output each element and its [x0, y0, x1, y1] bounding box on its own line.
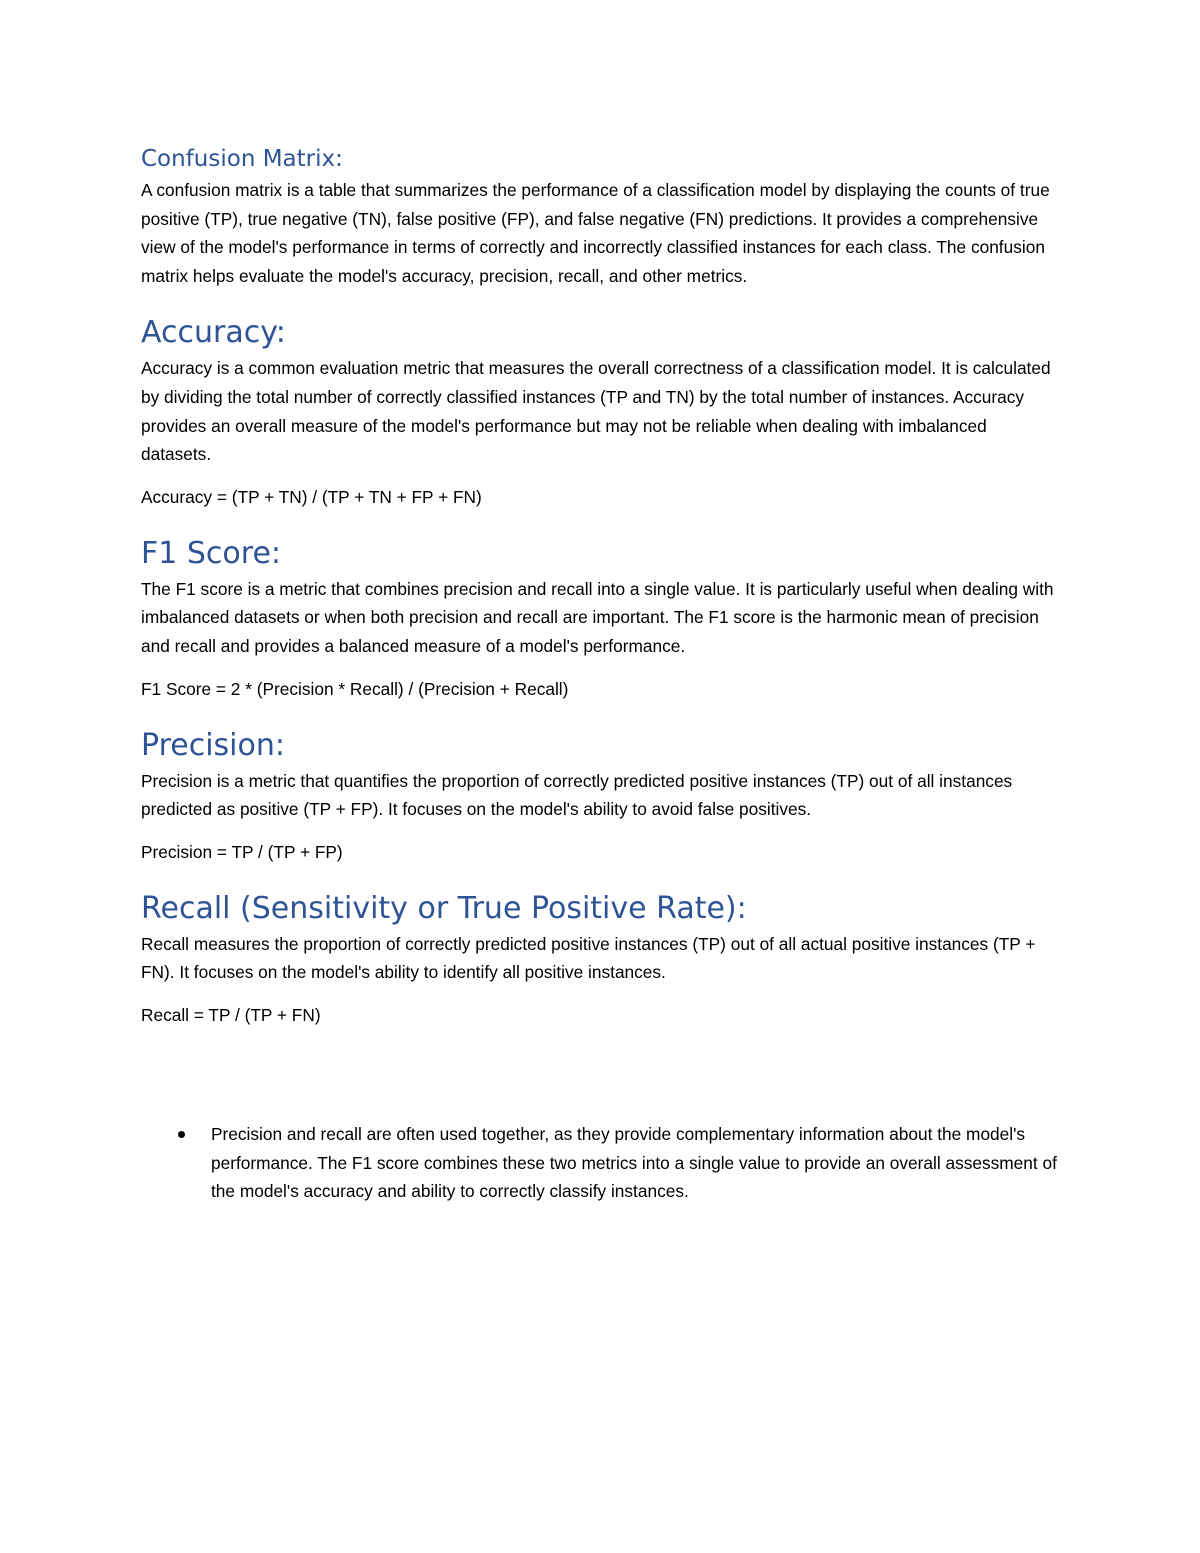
- heading-confusion-matrix: Confusion Matrix:: [141, 146, 343, 172]
- heading-recall: Recall (Sensitivity or True Positive Rate):: [141, 890, 747, 926]
- formula-accuracy: Accuracy = (TP + TN) / (TP + TN + FP + FN): [141, 486, 482, 507]
- bullet-text: Precision and recall are often used together, as they provide complementary information about the model's performance. The F1 score combines these two metrics into a single value to provide an overall assessment of the model's accuracy and ability to correctly classify instances.: [211, 1124, 1057, 1202]
- section-f1-score: [141, 533, 1061, 703]
- paragraph-precision: Precision is a metric that quantifies the proportion of correctly predicted positive instances (TP) out of all instances predicted as positive (TP + FP). It focuses on the model's ability to avoid false positives.: [141, 770, 1013, 820]
- section-accuracy: [141, 312, 1061, 510]
- heading-f1-score: F1 Score:: [141, 535, 282, 571]
- document-body: [141, 142, 1061, 1029]
- section-recall: [141, 888, 1061, 1029]
- heading-accuracy: Accuracy:: [141, 315, 286, 351]
- formula-f1-score: F1 Score = 2 * (Precision * Recall) / (Precision + Recall): [141, 678, 569, 699]
- formula-recall: Recall = TP / (TP + FN): [141, 1004, 321, 1025]
- paragraph-recall: Recall measures the proportion of correctly predicted positive instances (TP) out of all actual positive instances (TP + FN). It focuses on the model's ability to identify all positive instances.: [141, 933, 1036, 983]
- bullet-icon: [178, 1131, 185, 1138]
- paragraph-f1-score: The F1 score is a metric that combines precision and recall into a single value. It is particularly useful when dealing with imbalanced datasets or when both precision and recall are important. The F1 score is the harmonic mean of precision and recall and provides a balanced measure of a model's performance.: [141, 578, 1054, 656]
- section-confusion-matrix: [141, 142, 1061, 290]
- formula-precision: Precision = TP / (TP + FP): [141, 841, 343, 862]
- paragraph-accuracy: Accuracy is a common evaluation metric that measures the overall correctness of a classification model. It is calculated by dividing the total number of correctly classified instances (TP and TN) by the total number of instances. Accuracy provides an overall measure of the model's performance but may not be reliable when dealing with imbalanced datasets.: [141, 358, 1051, 465]
- heading-precision: Precision:: [141, 727, 285, 763]
- section-precision: [141, 725, 1061, 866]
- bullet-list: [141, 1120, 1061, 1206]
- list-item: [141, 1120, 1061, 1206]
- paragraph-confusion-matrix: A confusion matrix is a table that summarizes the performance of a classification model by displaying the counts of true positive (TP), true negative (TN), false positive (FP), and false negative (FN) predictions. It provides a comprehensive view of the model's performance in terms of correctly and incorrectly classified instances for each class. The confusion matrix helps evaluate the model's accuracy, precision, recall, and other metrics.: [141, 180, 1050, 286]
